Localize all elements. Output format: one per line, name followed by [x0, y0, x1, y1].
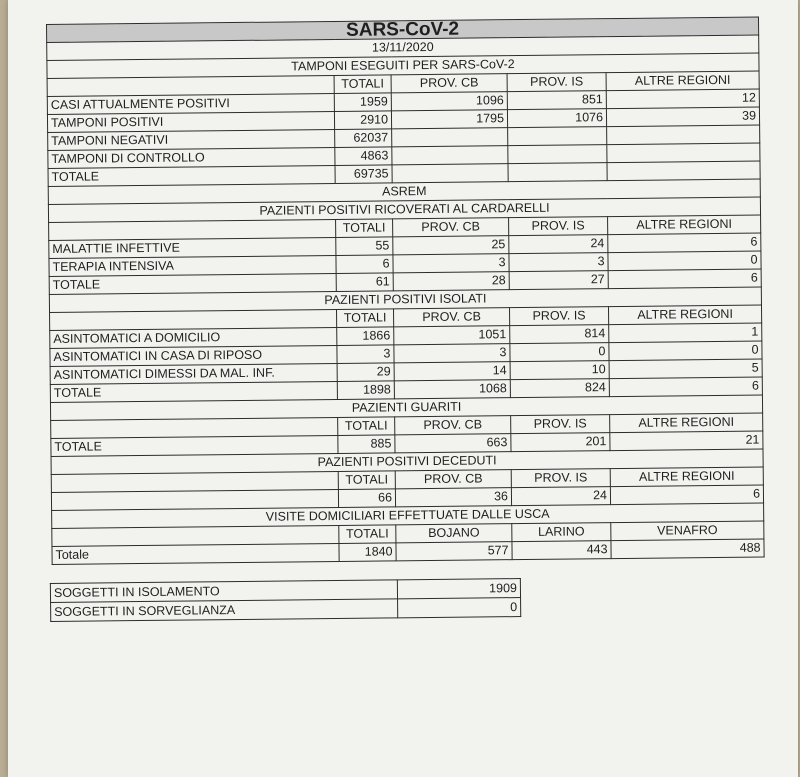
- cell-prov-cb: 3: [393, 254, 509, 273]
- cell-prov-cb: 25: [393, 236, 509, 255]
- row-label: TAMPONI POSITIVI: [47, 111, 334, 132]
- header-prov-cb: PROV. CB: [393, 218, 509, 237]
- row-label: TOTALE: [48, 165, 335, 186]
- cell-altre-regioni: 6: [608, 269, 761, 289]
- cell-altre-regioni: 5: [609, 359, 762, 379]
- cell-totali: 62037: [335, 129, 392, 148]
- cell-prov-cb: 1051: [394, 326, 510, 345]
- cell-value: 0: [398, 598, 521, 618]
- row-label: Totale: [52, 543, 339, 564]
- row-label: ASINTOMATICI IN CASA DI RIPOSO: [50, 345, 337, 366]
- header-prov-cb: PROV. CB: [395, 470, 511, 489]
- row-label: SOGGETTI IN SORVEGLIANZA: [51, 599, 398, 622]
- cell-altre-regioni: [607, 161, 760, 181]
- cell-prov-cb: 1068: [394, 380, 510, 399]
- header-totali: TOTALI: [338, 471, 395, 490]
- cell-altre-regioni: [607, 143, 760, 163]
- cell-prov-is: 0: [510, 343, 609, 362]
- cell-totali: 885: [338, 435, 395, 454]
- row-label: CASI ATTUALMENTE POSITIVI: [47, 93, 334, 114]
- section-heading-deceduti: PAZIENTI POSITIVI DECEDUTI: [51, 449, 763, 474]
- cell-totali: 1840: [339, 543, 396, 562]
- header-altre-regioni: ALTRE REGIONI: [608, 305, 761, 325]
- header-altre-regioni: ALTRE REGIONI: [606, 71, 759, 91]
- cell-prov-cb: 3: [394, 344, 510, 363]
- header-prov-cb: PROV. CB: [395, 416, 511, 435]
- cell-prov-cb: [392, 146, 508, 165]
- cell-prov-is: 851: [507, 91, 606, 110]
- header-totali: TOTALI: [334, 75, 391, 94]
- cell-prov-is: 1076: [507, 109, 606, 128]
- cell-totali: 69735: [335, 165, 392, 184]
- cell-altre-regioni: 12: [606, 89, 759, 109]
- cell-prov-cb: 28: [393, 272, 509, 291]
- cell-venafro: 488: [611, 539, 764, 559]
- soggetti-table: [50, 578, 521, 622]
- cell-prov-is: 24: [509, 235, 608, 254]
- cell-prov-cb: 1795: [391, 110, 507, 129]
- header-larino: LARINO: [512, 523, 611, 542]
- row-label: MALATTIE INFETTIVE: [49, 237, 336, 258]
- cell-prov-is: 27: [509, 271, 608, 290]
- header-totali: TOTALI: [337, 309, 394, 328]
- row-label: ASINTOMATICI A DOMICILIO: [50, 327, 337, 348]
- header-prov-is: PROV. IS: [507, 73, 606, 92]
- header-prov-is: PROV. IS: [511, 415, 610, 434]
- cell-altre-regioni: 6: [608, 233, 761, 253]
- cell-totali: 1898: [337, 381, 394, 400]
- row-label: TOTALE: [50, 381, 337, 402]
- cell-totali: 2910: [334, 111, 391, 130]
- section-heading-guariti: PAZIENTI GUARITI: [50, 395, 762, 420]
- cell-prov-is: 24: [511, 487, 610, 506]
- header-altre-regioni: ALTRE REGIONI: [608, 215, 761, 235]
- cell-totali: 4863: [335, 147, 392, 166]
- cell-prov-is: [508, 163, 607, 182]
- cell-altre-regioni: [607, 125, 760, 145]
- header-bojano: BOJANO: [396, 524, 512, 543]
- cell-prov-cb: 36: [395, 488, 511, 507]
- cell-prov-cb: [392, 128, 508, 147]
- header-prov-is: PROV. IS: [509, 217, 608, 236]
- cell-prov-is: 201: [511, 433, 610, 452]
- cell-prov-cb: 663: [395, 434, 511, 453]
- section-heading-visite: VISITE DOMICILIARI EFFETTUATE DALLE USCA: [52, 503, 764, 528]
- cell-altre-regioni: 21: [610, 431, 763, 451]
- section-heading-tamponi: TAMPONI ESEGUITI PER SARS-CoV-2: [47, 53, 759, 78]
- cell-totali: 1959: [334, 93, 391, 112]
- cell-prov-is: 814: [510, 325, 609, 344]
- cell-totali: 1866: [337, 327, 394, 346]
- cell-altre-regioni: 6: [610, 485, 763, 505]
- section-heading-ricoverati: PAZIENTI POSITIVI RICOVERATI AL CARDARELLI: [48, 197, 760, 222]
- cell-altre-regioni: 1: [609, 323, 762, 343]
- row-label: ASINTOMATICI DIMESSI DA MAL. INF.: [50, 363, 337, 384]
- row-label: TOTALE: [51, 435, 338, 456]
- cell-altre-regioni: 0: [608, 251, 761, 271]
- cell-prov-cb: 14: [394, 362, 510, 381]
- header-prov-cb: PROV. CB: [394, 308, 510, 327]
- header-altre-regioni: ALTRE REGIONI: [610, 467, 763, 487]
- cell-totali: 29: [337, 363, 394, 382]
- section-heading-isolati: PAZIENTI POSITIVI ISOLATI: [49, 287, 761, 312]
- cell-larino: 443: [512, 541, 611, 560]
- header-totali: TOTALI: [338, 417, 395, 436]
- cell-bojano: 577: [396, 542, 512, 561]
- header-prov-cb: PROV. CB: [391, 74, 507, 93]
- cell-prov-cb: [392, 164, 508, 183]
- header-altre-regioni: ALTRE REGIONI: [610, 413, 763, 433]
- cell-altre-regioni: 0: [609, 341, 762, 361]
- header-totali: TOTALI: [339, 525, 396, 544]
- header-totali: TOTALI: [336, 219, 393, 238]
- header-prov-is: PROV. IS: [511, 469, 610, 488]
- cell-totali: 6: [336, 255, 393, 274]
- page-title: SARS-CoV-2: [47, 17, 759, 42]
- cell-totali: 61: [336, 273, 393, 292]
- header-prov-is: PROV. IS: [509, 307, 608, 326]
- cell-prov-is: [508, 127, 607, 146]
- cell-altre-regioni: 6: [609, 377, 762, 397]
- row-label: SOGGETTI IN ISOLAMENTO: [50, 580, 397, 603]
- row-label: TAMPONI NEGATIVI: [48, 129, 335, 150]
- cell-prov-is: 3: [509, 253, 608, 272]
- report-sheet: [46, 17, 764, 622]
- covid-report-table: [46, 17, 765, 565]
- document-page: [8, 0, 798, 777]
- row-label: TERAPIA INTENSIVA: [49, 255, 336, 276]
- cell-totali: 3: [337, 345, 394, 364]
- cell-prov-is: 10: [510, 361, 609, 380]
- cell-value: 1909: [397, 579, 520, 599]
- cell-totali: 66: [338, 489, 395, 508]
- row-label: TAMPONI DI CONTROLLO: [48, 147, 335, 168]
- row-label: TOTALE: [49, 273, 336, 294]
- cell-prov-is: [508, 145, 607, 164]
- cell-altre-regioni: 39: [606, 107, 759, 127]
- cell-prov-is: 824: [510, 379, 609, 398]
- section-heading-asrem: ASREM: [48, 179, 760, 204]
- cell-prov-cb: 1096: [391, 92, 507, 111]
- cell-totali: 55: [336, 237, 393, 256]
- header-venafro: VENAFRO: [611, 521, 764, 541]
- report-date: 13/11/2020: [47, 35, 759, 60]
